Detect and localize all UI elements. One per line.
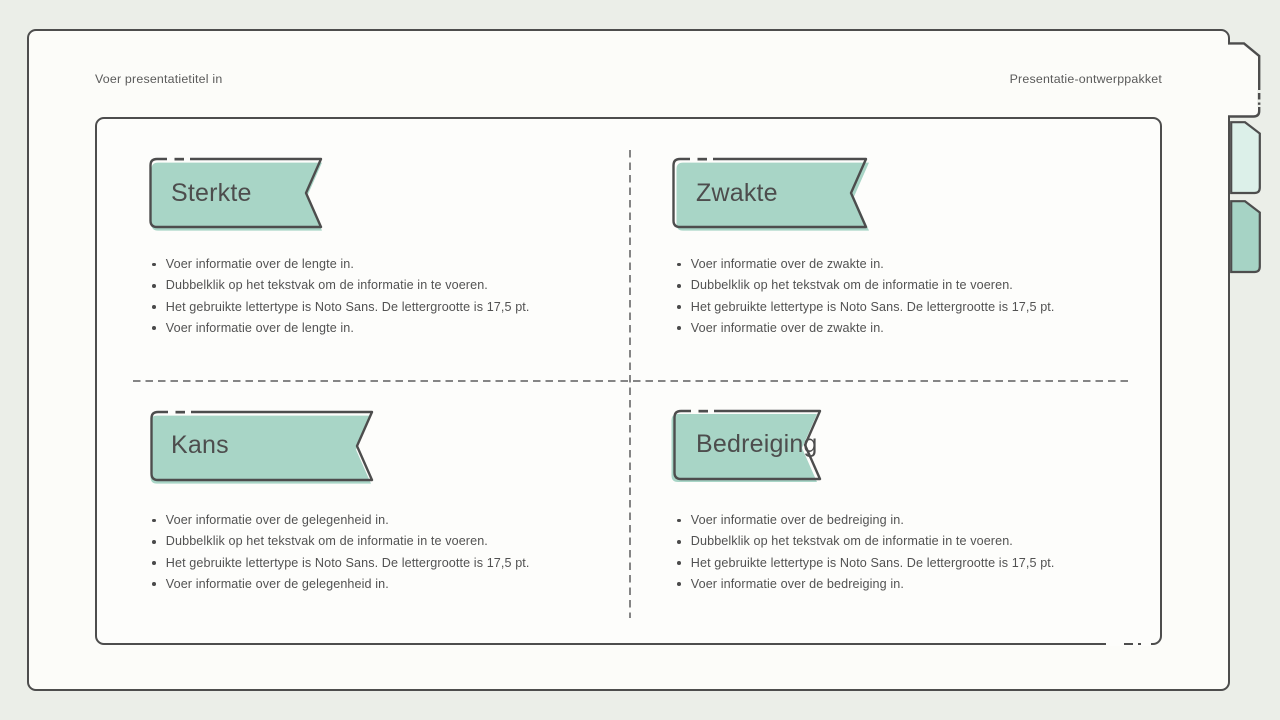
bullet-text: Voer informatie over de zwakte in.	[690, 257, 884, 271]
bullet-text: Het gebruikte lettertype is Noto Sans. De lettergrootte is 17,5 pt.	[165, 299, 530, 314]
list-item	[673, 575, 1153, 596]
list-item	[148, 532, 628, 553]
header-right-label: Presentatie-ontwerppakket	[1009, 72, 1162, 86]
zwakte-textbox[interactable]	[673, 255, 1153, 340]
bullet-text: Voer informatie over de gelegenheid in.	[165, 576, 389, 591]
horizontal-divider	[133, 380, 1130, 382]
list-item	[673, 276, 1153, 297]
bullet-icon	[152, 284, 156, 288]
bedreiging-textbox[interactable]	[673, 511, 1153, 596]
folder-tab-middle	[1230, 121, 1261, 196]
list-item	[673, 298, 1153, 319]
list-item	[148, 276, 628, 297]
list-item	[673, 255, 1153, 276]
border-dash-decoration	[1124, 643, 1133, 645]
list-item	[148, 554, 628, 575]
kans-title[interactable]: Kans	[171, 431, 229, 459]
bullet-text: Het gebruikte lettertype is Noto Sans. De lettergrootte is 17,5 pt.	[690, 299, 1055, 314]
list-item	[148, 255, 628, 276]
bullet-text: Voer informatie over de lengte in.	[165, 320, 355, 335]
bullet-icon	[152, 263, 156, 267]
bullet-text: Dubbelklik op het tekstvak om de informatie in te voeren.	[690, 278, 1013, 293]
bullet-text: Voer informatie over de bedreiging in.	[690, 513, 904, 527]
bullet-text: Dubbelklik op het tekstvak om de informatie in te voeren.	[690, 534, 1013, 549]
bullet-text: Voer informatie over de zwakte in.	[690, 320, 884, 335]
bullet-icon	[152, 519, 156, 523]
bullet-icon	[152, 540, 156, 544]
bullet-icon	[152, 561, 156, 565]
bullet-icon	[677, 326, 681, 330]
bullet-icon	[152, 582, 156, 586]
bullet-icon	[677, 519, 681, 523]
zwakte-title[interactable]: Zwakte	[696, 179, 778, 207]
folder-tab-bottom	[1230, 200, 1261, 275]
folder-tab-top	[1228, 42, 1262, 122]
list-item	[673, 532, 1153, 553]
vertical-divider	[629, 150, 631, 618]
list-item	[148, 575, 628, 596]
bullet-text: Dubbelklik op het tekstvak om de informatie in te voeren.	[165, 278, 488, 293]
bullet-text: Voer informatie over de bedreiging in.	[690, 576, 904, 591]
border-dot-decoration	[1138, 643, 1141, 645]
bullet-icon	[677, 263, 681, 267]
bedreiging-title[interactable]: Bedreiging	[696, 430, 818, 458]
sterkte-title[interactable]: Sterkte	[171, 179, 252, 207]
list-item	[148, 511, 628, 532]
list-item	[673, 511, 1153, 532]
presentation-title-placeholder[interactable]: Voer presentatietitel in	[95, 72, 223, 86]
bullet-text: Dubbelklik op het tekstvak om de informatie in te voeren.	[165, 534, 488, 549]
bullet-icon	[677, 582, 681, 586]
bullet-text: Het gebruikte lettertype is Noto Sans. De lettergrootte is 17,5 pt.	[690, 555, 1055, 570]
bullet-icon	[677, 305, 681, 309]
sterkte-textbox[interactable]	[148, 255, 628, 340]
bullet-icon	[152, 305, 156, 309]
list-item	[673, 554, 1153, 575]
bullet-icon	[677, 284, 681, 288]
kans-textbox[interactable]	[148, 511, 628, 596]
list-item	[148, 298, 628, 319]
bullet-text: Het gebruikte lettertype is Noto Sans. De lettergrootte is 17,5 pt.	[165, 555, 530, 570]
bullet-icon	[677, 561, 681, 565]
list-item	[148, 319, 628, 340]
bullet-text: Voer informatie over de gelegenheid in.	[165, 513, 389, 527]
bullet-icon	[152, 326, 156, 330]
bullet-icon	[677, 540, 681, 544]
bullet-text: Voer informatie over de lengte in.	[165, 257, 355, 271]
list-item	[673, 319, 1153, 340]
